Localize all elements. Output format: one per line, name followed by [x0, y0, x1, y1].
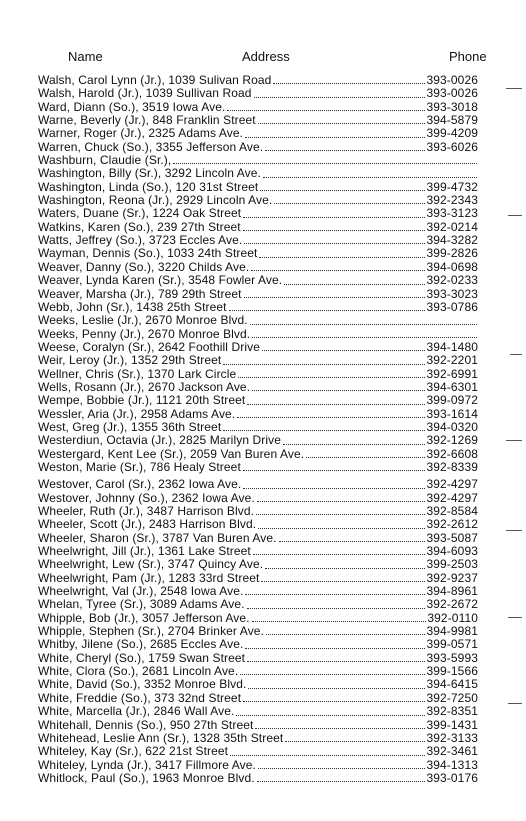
dot-leader — [258, 122, 426, 124]
entry-name-address: Whiteley, Kay (Sr.), 622 21st Street — [38, 745, 229, 759]
dot-leader — [265, 149, 425, 151]
entry-name-address: Weeks, Leslie (Jr.), 2670 Monroe Blvd. — [38, 314, 248, 328]
directory-entry — [38, 341, 478, 354]
directory-entry — [38, 572, 478, 585]
directory-entry — [38, 545, 478, 558]
entry-name-address: Wheelwright, Lew (Sr.), 3747 Quincy Ave. — [38, 558, 264, 572]
entry-name-address: Whipple, Stephen (Sr.), 2704 Brinker Ave. — [38, 625, 265, 639]
dot-leader — [223, 429, 425, 431]
directory-entry — [38, 692, 478, 705]
entry-name-address: Wheeler, Ruth (Jr.), 3487 Harrison Blvd. — [38, 505, 255, 518]
entry-phone: 393-0786 — [426, 300, 478, 314]
entry-phone: 392-4297 — [426, 478, 478, 492]
directory-entry — [38, 368, 478, 381]
margin-mark — [508, 703, 522, 704]
dot-leader — [252, 336, 477, 338]
directory-entry — [38, 652, 478, 665]
directory-entry — [38, 558, 478, 571]
directory-entry — [38, 732, 478, 745]
directory-listing — [38, 74, 478, 785]
margin-mark — [510, 354, 522, 355]
entry-phone: 392-0233 — [426, 274, 478, 288]
directory-entry — [38, 114, 478, 127]
directory-entry — [38, 101, 478, 114]
dot-leader — [257, 500, 426, 502]
entry-name-address: Wheelwright, Val (Jr.), 2548 Iowa Ave. — [38, 585, 244, 599]
entry-name-address: Weese, Coralyn (Sr.), 2642 Foothill Drive — [38, 340, 260, 354]
entry-name-address: White, Freddie (So.), 373 32nd Street — [38, 691, 242, 705]
directory-entry — [38, 274, 478, 287]
entry-phone: 392-8339 — [426, 460, 478, 474]
entry-name-address: Wheeler, Sharon (Sr.), 3787 Van Buren Ave. — [38, 531, 277, 545]
directory-entry — [38, 127, 478, 140]
directory-entry — [38, 381, 478, 394]
entry-name-address: Westerdiun, Octavia (Jr.), 2825 Marilyn Drive — [38, 434, 282, 448]
directory-entry — [38, 772, 478, 785]
margin-mark — [508, 617, 522, 618]
entry-phone: 393-0176 — [426, 771, 478, 785]
dot-leader — [273, 82, 425, 84]
address-column-heading: Address — [242, 49, 290, 64]
entry-phone: 394-0320 — [426, 420, 478, 434]
entry-name-address: Wellner, Chris (Sr.), 1370 Lark Circle — [38, 367, 237, 381]
dot-leader — [266, 633, 425, 635]
entry-phone: 392-8351 — [426, 705, 478, 719]
dot-leader — [245, 593, 425, 595]
entry-name-address: Wheelwright, Jill (Jr.), 1361 Lake Street — [38, 545, 251, 559]
entry-phone: 394-6093 — [426, 545, 478, 559]
entry-phone: 394-1313 — [426, 758, 478, 772]
entry-phone: 393-0026 — [426, 87, 478, 101]
phone-column-heading: Phone — [449, 49, 487, 64]
directory-entry — [38, 314, 478, 327]
entry-name-address: Weeks, Penny (Jr.), 2670 Monroe Blvd. — [38, 327, 251, 341]
dot-leader — [265, 567, 425, 569]
directory-entry — [38, 678, 478, 691]
entry-name-address: Washburn, Claudie (Sr.), — [38, 154, 172, 168]
dot-leader — [257, 780, 426, 782]
entry-phone: 399-4732 — [426, 180, 478, 194]
directory-entry — [38, 705, 478, 718]
directory-entry — [38, 719, 478, 732]
entry-phone: 392-7250 — [426, 691, 478, 705]
entry-name-address: Wayman, Dennis (So.), 1033 24th Street — [38, 247, 258, 261]
directory-entry — [38, 221, 478, 234]
directory-entry — [38, 354, 478, 367]
dot-leader — [243, 216, 425, 218]
entry-name-address: Westover, Carol (Sr.), 2362 Iowa Ave. — [38, 478, 242, 492]
entry-name-address: Whipple, Bob (Jr.), 3057 Jefferson Ave. — [38, 611, 250, 625]
entry-name-address: Whitehead, Leslie Ann (Sr.), 1328 35th Street — [38, 731, 284, 745]
directory-entry — [38, 234, 478, 247]
dot-leader — [238, 376, 425, 378]
entry-name-address: Washington, Billy (Sr.), 3292 Lincoln Ave. — [38, 167, 261, 181]
directory-entry — [38, 194, 478, 207]
dot-leader — [251, 269, 425, 271]
margin-mark — [506, 88, 522, 89]
entry-phone: 394-9981 — [426, 625, 478, 639]
dot-leader — [274, 202, 425, 204]
dot-leader — [306, 456, 425, 458]
dot-leader — [250, 323, 477, 325]
directory-entry — [38, 141, 478, 154]
dot-leader — [279, 540, 426, 542]
dot-leader — [248, 687, 425, 689]
directory-entry — [38, 759, 478, 772]
directory-entry — [38, 154, 478, 167]
directory-entry — [38, 394, 478, 407]
directory-entry — [38, 288, 478, 301]
margin-mark — [506, 530, 522, 531]
entry-name-address: Whitehall, Dennis (So.), 950 27th Street — [38, 718, 254, 732]
directory-entry — [38, 408, 478, 421]
entry-name-address: Wells, Rosann (Jr.), 2670 Jackson Ave. — [38, 380, 251, 394]
entry-name-address: Wheeler, Scott (Jr.), 2483 Harrison Blvd. — [38, 518, 257, 532]
entry-phone: 392-2612 — [426, 518, 478, 532]
entry-phone: 392-4297 — [426, 491, 478, 505]
dot-leader — [247, 607, 426, 609]
entry-phone: 399-4209 — [426, 127, 478, 141]
dot-leader — [240, 673, 425, 675]
entry-name-address: West, Greg (Jr.), 1355 36th Street — [38, 420, 222, 434]
entry-phone: 392-3461 — [426, 745, 478, 759]
entry-name-address: Ward, Diann (So.), 3519 Iowa Ave. — [38, 100, 226, 114]
entry-name-address: Wempe, Bobbie (Jr.), 1121 20th Street — [38, 394, 246, 408]
dot-leader — [263, 176, 477, 178]
entry-name-address: Whitby, Jilene (So.), 2685 Eccles Ave. — [38, 638, 244, 652]
dot-leader — [258, 527, 425, 529]
dot-leader — [285, 740, 425, 742]
dot-leader — [236, 714, 425, 716]
entry-name-address: Whiteley, Lynda (Jr.), 3417 Fillmore Ave. — [38, 758, 256, 772]
directory-entry — [38, 612, 478, 625]
name-column-heading: Name — [68, 49, 103, 64]
dot-leader — [256, 513, 425, 515]
entry-phone: 392-1269 — [426, 434, 478, 448]
entry-name-address: Watts, Jeffrey (So.), 3723 Eccles Ave. — [38, 234, 243, 248]
dot-leader — [243, 487, 425, 489]
directory-entry — [38, 492, 478, 505]
dot-leader — [245, 647, 425, 649]
dot-leader — [244, 296, 426, 298]
entry-name-address: Waters, Duane (Sr.), 1224 Oak Street — [38, 207, 242, 221]
entry-phone: 393-3023 — [426, 287, 478, 301]
dot-leader — [259, 256, 425, 258]
directory-entry — [38, 478, 478, 491]
entry-phone: 392-0214 — [426, 220, 478, 234]
directory-entry — [38, 74, 478, 87]
entry-phone: 392-9237 — [426, 571, 478, 585]
directory-entry — [38, 167, 478, 180]
entry-name-address: Washington, Reona (Jr.), 2929 Lincoln Ave. — [38, 194, 273, 208]
entry-name-address: White, Clora (So.), 2681 Lincoln Ave. — [38, 665, 239, 679]
directory-entry — [38, 598, 478, 611]
entry-name-address: White, Marcella (Jr.), 2846 Wall Ave. — [38, 705, 235, 719]
entry-name-address: Walsh, Harold (Jr.), 1039 Sullivan Road — [38, 87, 252, 101]
entry-name-address: Westergard, Kent Lee (Sr.), 2059 Van Buren Ave. — [38, 447, 305, 461]
entry-phone: 392-8584 — [426, 505, 478, 518]
dot-leader — [255, 727, 425, 729]
entry-name-address: Whitlock, Paul (So.), 1963 Monroe Blvd. — [38, 771, 255, 785]
entry-name-address: Walsh, Carol Lynn (Jr.), 1039 Sulivan Road — [38, 74, 272, 87]
entry-name-address: Warren, Chuck (So.), 3355 Jefferson Ave. — [38, 140, 264, 154]
directory-entry — [38, 207, 478, 220]
directory-entry — [38, 745, 478, 758]
directory-entry — [38, 625, 478, 638]
entry-phone: 393-5087 — [426, 531, 478, 545]
directory-entry — [38, 461, 478, 474]
dot-leader — [243, 700, 425, 702]
dot-leader — [243, 229, 426, 231]
directory-entry — [38, 585, 478, 598]
entry-name-address: Weaver, Danny (So.), 3220 Childs Ave. — [38, 260, 250, 274]
entry-phone: 393-6026 — [426, 140, 478, 154]
directory-entry — [38, 638, 478, 651]
entry-name-address: Wessler, Aria (Jr.), 2958 Adams Ave. — [38, 407, 236, 421]
margin-mark — [508, 215, 522, 216]
entry-name-address: Weaver, Lynda Karen (Sr.), 3548 Fowler Ave. — [38, 274, 283, 288]
directory-entry — [38, 328, 478, 341]
entry-phone: 394-1480 — [426, 340, 478, 354]
column-header — [0, 49, 526, 69]
dot-leader — [230, 754, 425, 756]
entry-name-address: White, David (So.), 3352 Monroe Blvd. — [38, 678, 247, 692]
directory-entry — [38, 421, 478, 434]
directory-entry — [38, 505, 478, 518]
entry-phone: 393-0026 — [426, 74, 478, 87]
entry-phone: 393-3123 — [426, 207, 478, 221]
entry-phone: 393-1614 — [426, 407, 478, 421]
dot-leader — [223, 363, 425, 365]
entry-name-address: Whelan, Tyree (Sr.), 3089 Adams Ave. — [38, 598, 245, 612]
entry-phone: 399-2826 — [426, 247, 478, 261]
directory-entry — [38, 87, 478, 100]
dot-leader — [284, 283, 425, 285]
entry-phone: 399-1431 — [426, 718, 478, 732]
entry-name-address: Washington, Linda (So.), 120 31st Street — [38, 180, 259, 194]
dot-leader — [254, 96, 426, 98]
entry-phone: 394-8961 — [426, 585, 478, 599]
entry-phone: 393-5993 — [426, 651, 478, 665]
dot-leader — [252, 389, 425, 391]
dot-leader — [253, 553, 426, 555]
entry-phone: 399-0972 — [426, 394, 478, 408]
dot-leader — [173, 162, 477, 164]
entry-name-address: Warner, Roger (Jr.), 2325 Adams Ave. — [38, 127, 244, 141]
dot-leader — [252, 620, 427, 622]
directory-entry — [38, 665, 478, 678]
margin-mark — [506, 440, 522, 441]
entry-phone: 394-5879 — [426, 114, 478, 128]
dot-leader — [283, 443, 425, 445]
dot-leader — [247, 660, 425, 662]
entry-name-address: Weaver, Marsha (Jr.), 789 29th Street — [38, 287, 242, 301]
entry-name-address: Westover, Johnny (So.), 2362 Iowa Ave. — [38, 491, 255, 505]
entry-phone: 392-0110 — [427, 611, 478, 625]
entry-name-address: Weir, Leroy (Jr.), 1352 29th Street — [38, 354, 222, 368]
directory-entry — [38, 181, 478, 194]
entry-phone: 399-0571 — [426, 638, 478, 652]
directory-entry — [38, 532, 478, 545]
dot-leader — [237, 416, 425, 418]
directory-entry — [38, 247, 478, 260]
entry-name-address: White, Cheryl (So.), 1759 Swan Street — [38, 651, 246, 665]
entry-phone: 394-0698 — [426, 260, 478, 274]
directory-entry — [38, 301, 478, 314]
dot-leader — [244, 242, 425, 244]
entry-name-address: Webb, John (Sr.), 1438 25th Street — [38, 300, 227, 314]
directory-entry — [38, 448, 478, 461]
entry-phone: 399-2503 — [426, 558, 478, 572]
dot-leader — [262, 349, 426, 351]
entry-name-address: Watkins, Karen (So.), 239 27th Street — [38, 220, 241, 234]
directory-entry — [38, 518, 478, 531]
entry-name-address: Warne, Beverly (Jr.), 848 Franklin Street — [38, 114, 256, 128]
directory-entry — [38, 434, 478, 447]
dot-leader — [261, 580, 425, 582]
dot-leader — [243, 469, 426, 471]
entry-name-address: Weston, Marie (Sr.), 786 Healy Street — [38, 460, 241, 474]
directory-entry — [38, 261, 478, 274]
entry-phone: 393-3018 — [426, 100, 478, 114]
entry-phone: 392-6991 — [426, 367, 478, 381]
entry-phone: 394-6415 — [426, 678, 478, 692]
entry-phone: 392-6608 — [426, 447, 478, 461]
dot-leader — [229, 309, 426, 311]
entry-phone: 392-2201 — [426, 354, 478, 368]
entry-name-address: Wheelwright, Pam (Jr.), 1283 33rd Street — [38, 571, 260, 585]
dot-leader — [258, 767, 426, 769]
entry-phone: 394-6301 — [426, 380, 478, 394]
entry-phone: 392-2343 — [426, 194, 478, 208]
entry-phone: 392-2672 — [426, 598, 478, 612]
entry-phone: 399-1566 — [426, 665, 478, 679]
dot-leader — [260, 189, 425, 191]
entry-phone: 394-3282 — [426, 234, 478, 248]
dot-leader — [245, 136, 425, 138]
entry-phone: 392-3133 — [426, 731, 478, 745]
dot-leader — [247, 403, 425, 405]
dot-leader — [227, 109, 425, 111]
